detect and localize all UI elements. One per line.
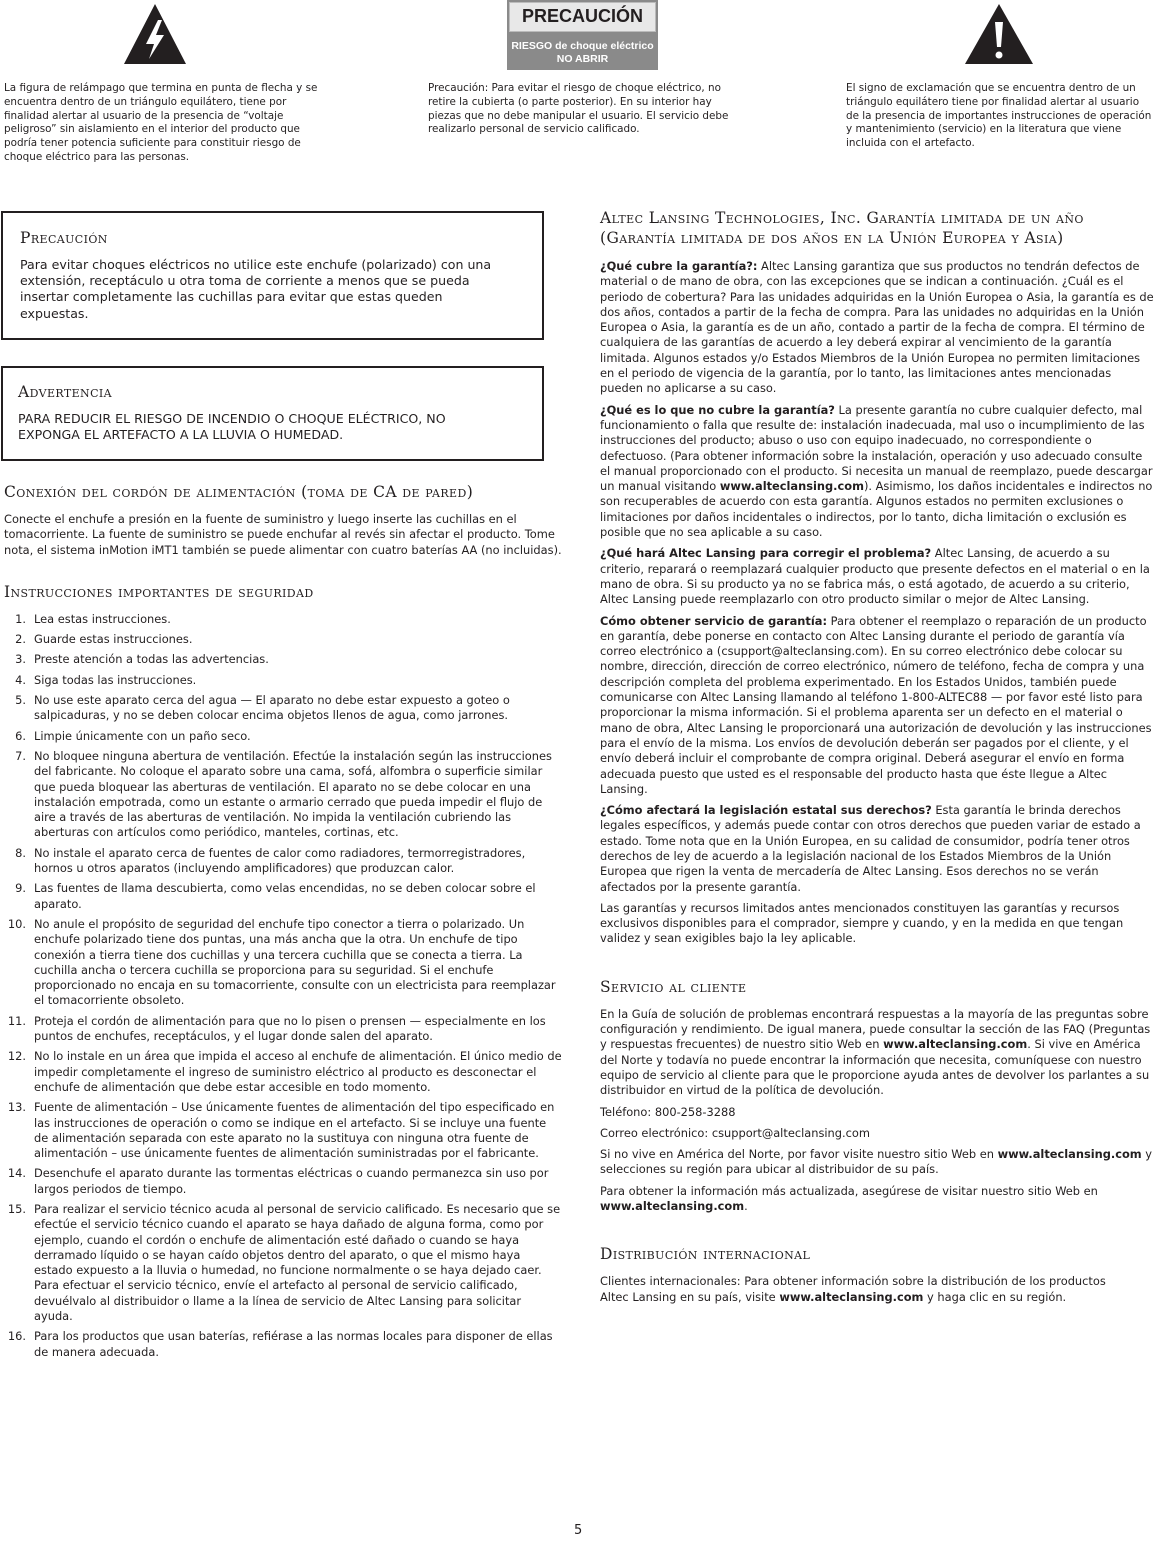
safety-item xyxy=(4,1014,562,1045)
warranty-paragraph: ¿Qué es lo que no cubre la garantía? La presente garantía no cubre cualquier defecto, mal funcionamiento o falla que resulte de: instalación inadecuada, mal uso o incumplimiento de las instrucciones del producto; abuso o uso con equipo inadecuado, no correspondiente o defectuoso. (Para obtener información sobre la instalación, operación y uso adecuado consulte el manual proporcionado con el producto. Si necesita un manual de reemplazo, puede descargar un manual visitando www.alteclansing.com). Asimismo, los daños incidentales e indirectos no son recuperables de acuerdo con esta garantía. Algunos estados no permiten exclusiones o limitaciones por daños incidentales o indirectos, por lo tanto, dicha limitación o exclusión es posible que no sea aplicable a su caso. xyxy=(600,402,1153,540)
precaution-label xyxy=(507,0,658,70)
safety-item-text: Proteja el cordón de alimentación para que no lo pisen o prensen — especialmente en los puntos de enchufes, receptáculos, y el lugar donde salen del aparato. xyxy=(34,1013,546,1044)
safety-item xyxy=(4,1166,562,1197)
servicio-paragraph-5: Para obtener la información más actualizada, asegúrese de visitar nuestro sitio Web en www.alteclansing.com. xyxy=(600,1183,1098,1214)
safety-item-text: Desenchufe el aparato durante las tormentas eléctricas o cuando permanezca sin uso por largos periodos de tiempo. xyxy=(34,1166,549,1196)
safety-item-text: No bloquee ninguna abertura de ventilación. Efectúe la instalación según las instrucciones del fabricante. No coloque el aparato sobre una cama, sofá, alfombra o superficie similar que pueda bloquear las aberturas de ventilación. El aparato no se debe colocar en una instalación empotrada, como un estante o armario cerrado que pueda impedir el flujo de aire a través de las aberturas de ventilación. No impida la ventilación cubriendo las aberturas con artículos como periódico, manteles, cortinas, etc. xyxy=(34,748,552,840)
safety-item xyxy=(4,1100,562,1161)
safety-item xyxy=(4,729,562,744)
precaucion-box xyxy=(1,211,544,340)
safety-item-number: 8. xyxy=(15,845,26,860)
warranty-paragraph: ¿Qué hará Altec Lansing para corregir el problema? Altec Lansing, de acuerdo a su criterio, reparará o reemplazará cualquier producto que presente defectos en el material o en la mano de obra. Si su producto ya no se fabrica más, o está agotado, de acuerdo a su criterio, Altec Lansing puede reemplazarlo con otro producto similar o mejor de Altec Lansing. xyxy=(600,546,1150,607)
distribucion-body xyxy=(600,1274,1156,1305)
alteclansing-link[interactable]: www.alteclansing.com xyxy=(779,1289,924,1304)
safety-item-number: 13. xyxy=(7,1100,26,1115)
safety-item-number: 4. xyxy=(15,672,26,687)
warranty-paragraph: ¿Qué cubre la garantía?: Altec Lansing garantiza que sus productos no tendrán defectos de material o de mano de obra, con las excepciones que se indican a continuación. ¿Cuál es el periodo de cobertura? Para las unidades adquiridas en la Unión Europea o Asia, la garantía es de dos años, contados a partir de la fecha de compra. Para las unidades no adquiridas en la Unión Europea o Asia, la garantía es de un año, contado a partir de la fecha de compra. El término de cualquiera de las garantías de acuerdo a ley deberá expirar al vencimiento de la garantía limitada. Algunos estados y/o Estados Miembros de la Unión Europea no permiten limitaciones en el periodo de vigencia de la garantía, por lo tanto, las limitaciones antes mencionadas pueden no aplicarse a su caso. xyxy=(600,259,1154,396)
conexion-title: Conexión del cordón de alimentación (toma de CA de pared) xyxy=(4,483,474,501)
warranty-paragraph: Cómo obtener servicio de garantía: Para obtener el reemplazo o reparación de un producto en garantía, debe ponerse en contacto con Altec Lansing durante el periodo de garantía vía correo electrónico a (csupport@alteclansing.com). En su correo electrónico debe colocar su nombre, dirección, dirección de correo electrónico, número de teléfono, fecha de compra y una descripción completa del problema experimentado. En los Estados Unidos, también puede comunicarse con Altec Lansing llamando al teléfono 1-800-ALTEC88 — por favor esté listo para proporcionar la misma información. Si el problema aparenta ser un defecto en el material o mano de obra, Altec Lansing le proporcionará una autorización de devolución y las instrucciones para el envío de la misma. Los envíos de devolución deberán ser pagados por el cliente, y el envío deberá incluir el comprobante de compra original. Deberá asegurar el envío en forma adecuada puesto que usted es el responsable del producto hasta que éste llegue a Altec Lansing. xyxy=(600,613,1152,796)
left-column xyxy=(4,482,562,1365)
safety-item-number: 14. xyxy=(7,1166,26,1181)
precaution-label-line2: NO ABRIR xyxy=(556,53,609,65)
safety-item-text: No anule el propósito de seguridad del enchufe tipo conector a tierra o polarizado. Un enchufe polarizado tiene dos puntas, una más ancha que la otra. Un enchufe de tipo conexión a tierra tiene dos cuchillas y una tercera cuchilla que se conecta a tierra. La cuchilla ancha o tercera cuchilla se proporciona para su seguridad. Si el enchufe proporcionado no encaja en su tomacorriente, consulte con un electricista para reemplazar el tomacorriente obsoleto. xyxy=(34,916,556,1008)
alteclansing-link[interactable]: www.alteclansing.com xyxy=(719,479,864,494)
warranty-paragraph: Las garantías y recursos limitados antes mencionados constituyen las garantías y recursos exclusivos disponibles para el comprador, siempre y cuando, y en la medida en que tengan validez y sean exigibles bajo la ley aplicable. xyxy=(600,900,1124,946)
safety-list xyxy=(4,612,562,1360)
safety-item-text: Lea estas instrucciones. xyxy=(34,611,171,626)
warranty-question: ¿Qué cubre la garantía?: xyxy=(600,259,758,273)
safety-item-text: No use este aparato cerca del agua — El aparato no debe estar expuesto a goteo o salpicaduras, y no se deben colocar encima objetos llenos de agua, como jarrones. xyxy=(34,693,510,723)
advertencia-text: PARA REDUCIR EL RIESGO DE INCENDIO O CHOQUE ELÉCTRICO, NO EXPONGA EL ARTEFACTO A LA LLUVIA O HUMEDAD. xyxy=(18,411,446,443)
safety-item-text: No lo instale en un área que impida el acceso al enchufe de alimentación. El único medio de impedir completamente el ingreso de suministro eléctrico al producto es desconectar el enchufe de alimentación que debe estar accesible en todo momento. xyxy=(34,1049,562,1094)
servicio-title: Servicio al cliente xyxy=(600,977,747,996)
lightning-warning-icon xyxy=(122,2,188,66)
precaucion-text: Para evitar choques eléctricos no utilice este enchufe (polarizado) con una extensión, receptáculo u otra toma de corriente a menos que se pueda insertar completamente las cuchillas para evitar que estas queden expuestas. xyxy=(20,257,492,321)
right-column xyxy=(600,208,1156,1311)
safety-item xyxy=(4,1202,562,1324)
warranty-question: Cómo obtener servicio de garantía: xyxy=(600,613,828,628)
safety-item-text: Limpie únicamente con un paño seco. xyxy=(34,728,251,743)
safety-item xyxy=(4,881,562,912)
safety-item xyxy=(4,917,562,1009)
caution-caption: Precaución: Para evitar el riesgo de choque eléctrico, no retire la cubierta (o parte posterior). En su interior hay piezas que no debe manipular el usuario. El servicio debe realizarlo personal de servicio calificado. xyxy=(428,82,729,136)
safety-item-number: 6. xyxy=(15,728,26,743)
safety-item-text: Las fuentes de llama descubierta, como velas encendidas, no se deben colocar sobre el aparato. xyxy=(34,881,536,911)
safety-item-number: 7. xyxy=(15,748,26,763)
warranty-title: Altec Lansing Technologies, Inc. Garantía limitada de un año (Garantía limitada de dos años en la Unión Europea y Asia) xyxy=(600,209,1084,247)
safety-item xyxy=(4,612,562,627)
safety-item-number: 11. xyxy=(7,1013,26,1028)
warranty-question: ¿Qué hará Altec Lansing para corregir el problema? xyxy=(600,546,932,561)
safety-item-text: Guarde estas instrucciones. xyxy=(34,632,193,647)
advertencia-box xyxy=(1,366,544,461)
servicio-email: Correo electrónico: csupport@alteclansing.com xyxy=(600,1125,870,1140)
conexion-text xyxy=(4,512,562,558)
safety-item-number: 9. xyxy=(15,881,26,896)
safety-item-number: 10. xyxy=(7,916,26,931)
distribucion-title: Distribución internacional xyxy=(600,1245,811,1264)
safety-item-text: Siga todas las instrucciones. xyxy=(34,672,197,687)
safety-item-text: Fuente de alimentación – Use únicamente fuentes de alimentación del tipo especificado en las instrucciones de operación o como se indique en el artefacto. Si se incluye una fuente de alimentación separada con este aparato no la sustituya con ninguna otra fuente de alimentación – use únicamente fuentes de alimentación suministradas por el fabricante. xyxy=(34,1100,555,1161)
precaution-label-line1: RIESGO de choque eléctrico xyxy=(511,40,654,52)
safety-item-text: Para realizar el servicio técnico acuda al personal de servicio calificado. Es necesario que se efectúe el servicio técnico cuando el aparato se haya dañado de alguna forma, como por ejemplo, cuando el cordón o enchufe de alimentación esté dañado o cuando se haya derramado líquido o se hayan caído objetos dentro del aparato, o que el mismo haya estado expuesto a la lluvia o humedad, no funcione normalmente o se haya dejado caer. Para efectuar el servicio técnico, envíe el artefacto al personal de servicio calificado, devuélvalo al distribuidor o llame a la línea de servicio de Altec Lansing para solicitar ayuda. xyxy=(34,1201,561,1324)
safety-item xyxy=(4,673,562,688)
servicio-body xyxy=(600,1007,1156,1215)
warranty-question: ¿Qué es lo que no cubre la garantía? xyxy=(600,402,835,417)
conexion-paragraph: Conecte el enchufe a presión en la fuente de suministro y luego inserte las cuchillas en el tomacorriente. La fuente de suministro se puede enchufar al revés sin afectar el producto. Tome nota, el sistema inMotion iMT1 también se puede alimentar con cuatro baterías AA (no incluidas). xyxy=(4,512,562,557)
safety-item-number: 1. xyxy=(15,611,26,626)
alteclansing-link[interactable]: www.alteclansing.com xyxy=(883,1037,1028,1052)
safety-item xyxy=(4,632,562,647)
safety-item-number: 15. xyxy=(7,1201,26,1216)
safety-item-text: No instale el aparato cerca de fuentes de calor como radiadores, termorregistradores, hornos u otros aparatos (incluyendo amplificadores) que produzcan calor. xyxy=(34,845,526,876)
warranty-body xyxy=(600,259,1156,947)
safety-item xyxy=(4,846,562,877)
safety-item xyxy=(4,1329,562,1360)
safety-title: Instrucciones importantes de seguridad xyxy=(4,582,314,601)
safety-item-text: Para los productos que usan baterías, refiérase a las normas locales para disponer de ellas de manera adecuada. xyxy=(34,1329,553,1359)
precaution-label-title: PRECAUCIÓN xyxy=(521,6,643,26)
alteclansing-link[interactable]: www.alteclansing.com xyxy=(997,1147,1142,1162)
safety-item-number: 5. xyxy=(15,693,26,708)
safety-item xyxy=(4,693,562,724)
safety-item-number: 3. xyxy=(15,652,26,667)
safety-item-number: 12. xyxy=(7,1049,26,1064)
page-number: 5 xyxy=(574,1523,583,1538)
alteclansing-link[interactable]: www.alteclansing.com xyxy=(600,1199,745,1214)
warranty-paragraph: ¿Cómo afectará la legislación estatal sus derechos? Esta garantía le brinda derechos legales específicos, y además puede contar con otros derechos que pueden variar de estado a estado. Tome nota que en la Unión Europea, en su calidad de consumidor, podría tener otros derechos de ley de acuerdo a la legislación nacional de los Estados Miembros de la Unión Europea que rigen la venta de mercadería de Altec Lansing. Esos derechos no se verán afectados por la presente garantía. xyxy=(600,803,1141,894)
exclamation-caption: El signo de exclamación que se encuentra dentro de un triángulo equilátero tiene por finalidad alertar al usuario de la presencia de importantes instrucciones de operación y mantenimiento (servicio) en la literatura que viene incluida con el artefacto. xyxy=(846,82,1152,150)
servicio-paragraph-4: Si no vive en América del Norte, por favor visite nuestro sitio Web en www.alteclansing.com y selecciones su región para ubicar al distribuidor de su país. xyxy=(600,1147,1153,1177)
warranty-question: ¿Cómo afectará la legislación estatal sus derechos? xyxy=(600,803,932,818)
servicio-paragraph-1: En la Guía de solución de problemas encontrará respuestas a la mayoría de las preguntas sobre configuración y rendimiento. De igual manera, puede consultar la sección de las FAQ (Preguntas y respuestas frecuentes) de nuestro sitio Web en www.alteclansing.com. Si vive en América del Norte y todavía no puede encontrar la información que necesita, comuníquese con nuestro equipo de servicio al cliente para que le proporcione ayuda antes de devolver los parlantes a su distribuidor en virtud de la política de devolución. xyxy=(600,1006,1151,1098)
exclamation-warning-icon xyxy=(963,2,1035,66)
safety-item-text: Preste atención a todas las advertencias. xyxy=(34,652,269,667)
advertencia-title: Advertencia xyxy=(18,383,112,401)
safety-item xyxy=(4,1049,562,1095)
safety-item xyxy=(4,749,562,841)
distribucion-paragraph: Clientes internacionales: Para obtener información sobre la distribución de los productos Altec Lansing en su país, visite www.alteclansing.com y haga clic en su región. xyxy=(600,1274,1106,1304)
precaucion-title: Precaución xyxy=(20,229,108,247)
servicio-phone: Teléfono: 800-258-3288 xyxy=(600,1104,736,1119)
safety-item xyxy=(4,652,562,667)
lightning-caption: La figura de relámpago que termina en punta de flecha y se encuentra dentro de un triángulo equilátero, tiene por finalidad alertar al usuario de la presencia de “voltaje peligroso” sin aislamiento en el interior del producto que podría tener potencia suficiente para constituir riesgo de choque eléctrico para las personas. xyxy=(4,82,318,163)
safety-item-number: 16. xyxy=(7,1329,26,1344)
safety-item-number: 2. xyxy=(15,632,26,647)
